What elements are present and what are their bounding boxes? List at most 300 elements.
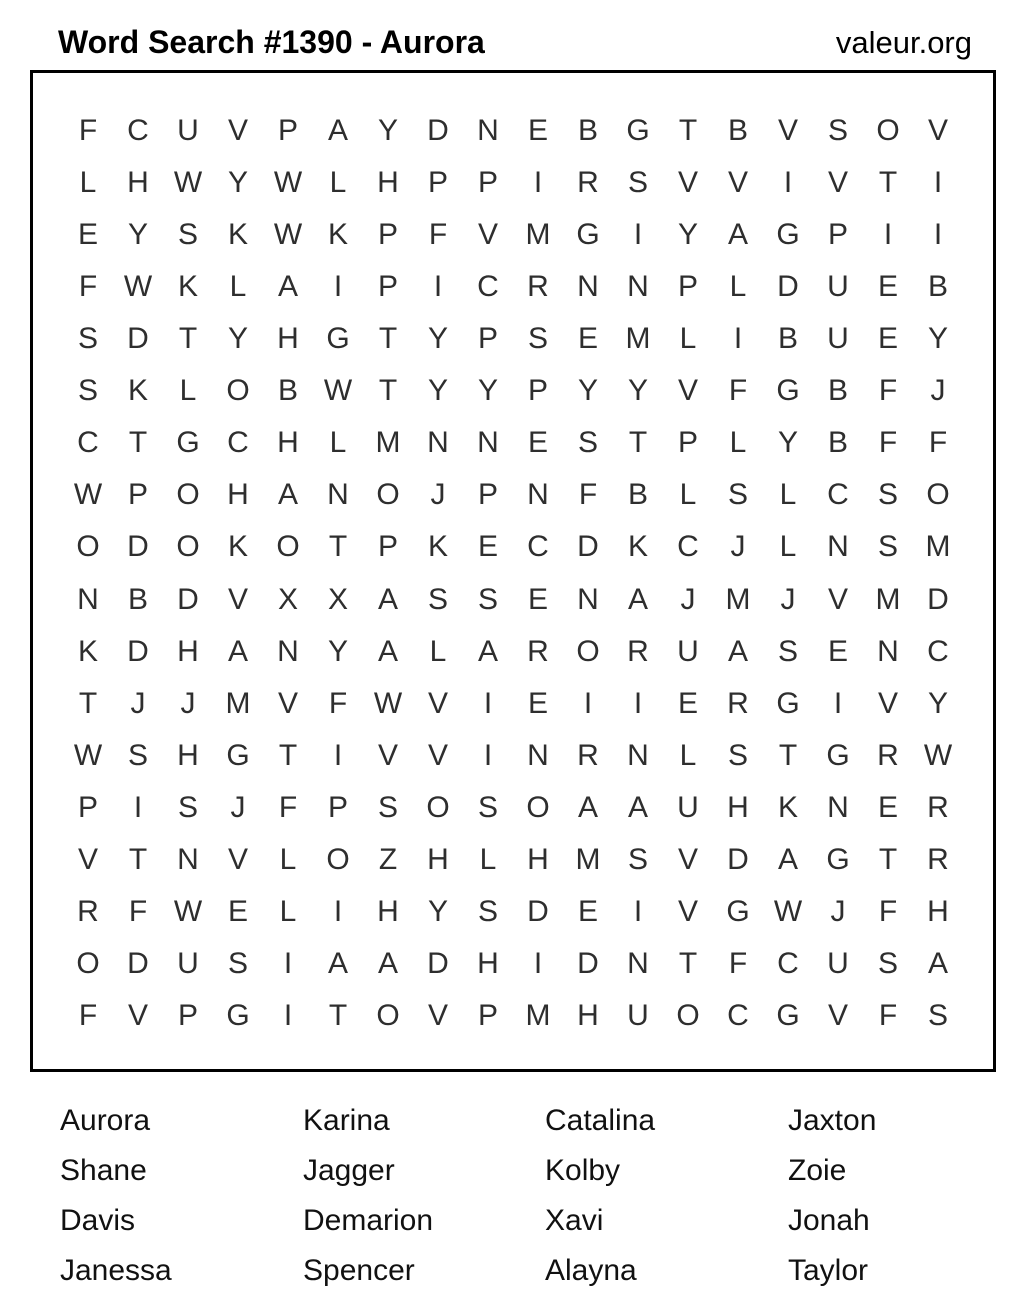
grid-letter: W [73, 738, 103, 772]
grid-letter: R [627, 634, 649, 668]
grid-letter: K [777, 790, 799, 824]
grid-letter: O [276, 530, 300, 564]
word-list-item: Jonah [788, 1204, 870, 1237]
word-list-item: Xavi [545, 1204, 604, 1237]
grid-letter: K [177, 270, 199, 304]
grid-letter: J [130, 686, 146, 720]
grid-letter: J [680, 582, 696, 616]
grid-letter: V [77, 842, 99, 876]
word-list-item: Janessa [60, 1254, 172, 1287]
grid-letter: V [277, 686, 299, 720]
word-list [60, 1096, 972, 1296]
grid-letter: W [923, 738, 953, 772]
grid-letter: V [227, 582, 249, 616]
grid-letter: A [777, 842, 799, 876]
grid-letter: H [277, 426, 299, 460]
grid-letter: V [677, 894, 699, 928]
grid-letter: L [429, 634, 447, 668]
grid-letter: V [927, 114, 949, 147]
grid-letter: T [378, 322, 398, 356]
word-list-item: Kolby [545, 1154, 621, 1187]
grid-letter: T [128, 842, 148, 876]
grid-letter: L [779, 478, 797, 512]
grid-letter: A [377, 634, 399, 668]
grid-letter: Y [477, 374, 499, 408]
grid-letter: N [627, 738, 649, 772]
grid-letter: S [927, 999, 949, 1033]
grid-letter: D [927, 582, 949, 616]
grid-letter: I [933, 218, 943, 252]
word-list-column [788, 1096, 972, 1296]
grid-letter: E [577, 322, 599, 356]
grid-letter: Y [577, 374, 599, 408]
page-header [58, 24, 972, 61]
word-list-item: Davis [60, 1204, 136, 1237]
grid-letter: S [777, 634, 799, 668]
grid-letter: S [877, 530, 899, 564]
grid-letter: Y [427, 894, 449, 928]
grid-letter: S [77, 322, 99, 356]
grid-letter: A [627, 582, 649, 616]
grid-letter: B [277, 374, 299, 408]
grid-letter: V [677, 374, 699, 408]
grid-letter: Y [777, 426, 799, 460]
grid-letter: N [627, 946, 649, 980]
grid-letter: G [826, 738, 850, 772]
grid-letter: S [877, 478, 899, 512]
grid-letter: F [878, 999, 898, 1033]
grid-letter: L [679, 322, 697, 356]
grid-letter: Z [378, 842, 398, 876]
grid-letter: T [678, 946, 698, 980]
grid-letter: E [527, 114, 549, 147]
grid-letter: G [776, 218, 800, 252]
grid-letter: U [177, 114, 199, 147]
grid-letter: Y [927, 322, 949, 356]
grid-letter: I [533, 946, 543, 980]
grid-letter: Y [227, 166, 249, 200]
grid-letter: S [127, 738, 149, 772]
grid-letter: P [477, 999, 499, 1033]
grid-letter: J [430, 478, 446, 512]
grid-letter: T [78, 686, 98, 720]
grid-letter: G [226, 999, 250, 1033]
grid-letter: U [677, 634, 699, 668]
grid-letter: I [483, 686, 493, 720]
grid-letter: B [827, 426, 849, 460]
grid-letter: E [877, 790, 899, 824]
grid-letter: G [176, 426, 200, 460]
grid-letter: C [927, 634, 949, 668]
grid-letter: N [477, 426, 499, 460]
grid-letter: B [727, 114, 749, 147]
grid-letter: F [128, 894, 148, 928]
grid-letter: F [78, 114, 98, 147]
grid-letter: I [633, 894, 643, 928]
grid-letter: N [527, 478, 549, 512]
grid-letter: M [875, 582, 901, 616]
grid-letter: S [827, 114, 849, 147]
grid-letter: F [878, 374, 898, 408]
grid-letter: L [729, 270, 747, 304]
grid-letter: T [328, 530, 348, 564]
grid-letter: U [677, 790, 699, 824]
grid-letter: N [327, 478, 349, 512]
grid-letter: P [377, 270, 399, 304]
grid-letter: S [227, 946, 249, 980]
grid-letter: D [127, 634, 149, 668]
grid-letter: F [428, 218, 448, 252]
grid-letter: V [827, 582, 849, 616]
grid-letter: H [577, 999, 599, 1033]
grid-letter: Y [427, 374, 449, 408]
grid-letter: P [477, 166, 499, 200]
grid-letter: K [77, 634, 99, 668]
grid-letter: G [776, 999, 800, 1033]
grid-letter: I [733, 322, 743, 356]
grid-letter: G [626, 114, 650, 147]
grid-letter: D [577, 530, 599, 564]
grid-letter: T [278, 738, 298, 772]
grid-letter: D [177, 582, 199, 616]
grid-letter: O [76, 530, 100, 564]
grid-letter: T [378, 374, 398, 408]
grid-letter: D [427, 114, 449, 147]
grid-letter: S [527, 322, 549, 356]
grid-letter: I [533, 166, 543, 200]
grid-letter: P [327, 790, 349, 824]
grid-letter: N [577, 582, 599, 616]
grid-letter: C [527, 530, 549, 564]
grid-letter: F [578, 478, 598, 512]
grid-letter: D [577, 946, 599, 980]
grid-letter: S [627, 842, 649, 876]
grid-letter: O [526, 790, 550, 824]
grid-letter: E [527, 426, 549, 460]
grid-letter: O [426, 790, 450, 824]
grid-letter: P [677, 426, 699, 460]
grid-letter: B [577, 114, 599, 147]
grid-letter: P [277, 114, 299, 147]
grid-letter: W [273, 218, 303, 252]
grid-letter: V [827, 999, 849, 1033]
grid-letter: L [479, 842, 497, 876]
grid-letter: V [377, 738, 399, 772]
grid-letter: W [123, 270, 153, 304]
grid-letter: F [928, 426, 948, 460]
grid-letter: E [227, 894, 249, 928]
grid-letter: N [277, 634, 299, 668]
grid-letter: B [627, 478, 649, 512]
grid-letter: H [177, 634, 199, 668]
grid-letter: S [177, 218, 199, 252]
grid-letter: H [927, 894, 949, 928]
grid-letter: P [377, 530, 399, 564]
grid-letter: I [833, 686, 843, 720]
grid-letter: P [677, 270, 699, 304]
grid-letter: T [678, 114, 698, 147]
grid-letter: C [677, 530, 699, 564]
grid-letter: L [679, 738, 697, 772]
grid-letter: A [927, 946, 949, 980]
grid-letter: H [527, 842, 549, 876]
grid-letter: X [277, 582, 299, 616]
grid-letter: W [173, 166, 203, 200]
grid-letter: I [583, 686, 593, 720]
word-list-item: Aurora [60, 1104, 151, 1137]
word-list-item: Karina [303, 1104, 390, 1137]
word-list-item: Jagger [303, 1154, 395, 1187]
grid-letter: M [625, 322, 651, 356]
grid-letter: W [373, 686, 403, 720]
grid-letter: Y [927, 686, 949, 720]
grid-letter: O [326, 842, 350, 876]
grid-letter: D [127, 322, 149, 356]
grid-letter: T [128, 426, 148, 460]
grid-letter: V [227, 114, 249, 147]
grid-letter: P [477, 322, 499, 356]
grid-letter: R [877, 738, 899, 772]
grid-letter: G [326, 322, 350, 356]
grid-letter: Y [127, 218, 149, 252]
grid-letter: H [427, 842, 449, 876]
grid-letter: V [727, 166, 749, 200]
grid-letter: K [227, 530, 249, 564]
grid-letter: L [779, 530, 797, 564]
grid-letter: O [876, 114, 900, 147]
grid-letter: F [878, 894, 898, 928]
grid-letter: C [227, 426, 249, 460]
word-list-column [303, 1096, 545, 1296]
grid-letter: M [525, 218, 551, 252]
grid-letter: D [727, 842, 749, 876]
grid-letter: N [827, 790, 849, 824]
grid-letter: N [177, 842, 199, 876]
grid-letter: U [827, 322, 849, 356]
grid-letter: R [527, 634, 549, 668]
grid-letter: U [827, 270, 849, 304]
grid-letter: G [726, 894, 750, 928]
grid-letter: W [773, 894, 803, 928]
grid-letter: A [327, 946, 349, 980]
grid-letter: F [878, 426, 898, 460]
grid-letter: D [127, 530, 149, 564]
grid-letter: Y [427, 322, 449, 356]
grid-letter: N [77, 582, 99, 616]
grid-letter: A [327, 114, 349, 147]
grid-letter: E [77, 218, 99, 252]
grid-letter: U [827, 946, 849, 980]
grid-letter: H [177, 738, 199, 772]
grid-letter: G [776, 374, 800, 408]
grid-letter: V [127, 999, 149, 1033]
grid-letter: W [323, 374, 353, 408]
grid-letter: M [725, 582, 751, 616]
grid-letter: L [279, 842, 297, 876]
grid-letter: M [925, 530, 951, 564]
grid-letter: J [780, 582, 796, 616]
grid-letter: F [278, 790, 298, 824]
grid-letter: Y [627, 374, 649, 408]
grid-letter: J [930, 374, 946, 408]
grid-letter: I [333, 894, 343, 928]
grid-letter: L [679, 478, 697, 512]
grid-letter: P [377, 218, 399, 252]
grid-letter: Y [227, 322, 249, 356]
grid-letter: H [127, 166, 149, 200]
grid-letter: J [180, 686, 196, 720]
grid-letter: X [327, 582, 349, 616]
grid-letter: B [777, 322, 799, 356]
grid-letter: I [333, 738, 343, 772]
grid-letter: S [727, 478, 749, 512]
grid-letter: V [677, 166, 699, 200]
grid-letter: P [827, 218, 849, 252]
grid-letter: N [877, 634, 899, 668]
grid-letter: I [133, 790, 143, 824]
grid-letter: N [527, 738, 549, 772]
grid-letter: V [427, 686, 449, 720]
grid-letter: H [727, 790, 749, 824]
grid-letter: G [226, 738, 250, 772]
grid-letter: I [633, 686, 643, 720]
grid-letter: F [328, 686, 348, 720]
grid-letter: O [226, 374, 250, 408]
grid-letter: I [433, 270, 443, 304]
word-list-item: Zoie [788, 1154, 847, 1187]
grid-letter: D [777, 270, 799, 304]
grid-letter: A [627, 790, 649, 824]
grid-letter: A [377, 946, 399, 980]
grid-letter: A [477, 634, 499, 668]
grid-letter: K [427, 530, 449, 564]
grid-letter: A [277, 478, 299, 512]
grid-letter: R [927, 842, 949, 876]
grid-letter: P [177, 999, 199, 1033]
grid-letter: A [727, 634, 749, 668]
word-list-item: Catalina [545, 1104, 656, 1137]
grid-letter: T [878, 166, 898, 200]
grid-letter: V [477, 218, 499, 252]
grid-letter: E [827, 634, 849, 668]
grid-letter: P [527, 374, 549, 408]
grid-letter: T [628, 426, 648, 460]
grid-letter: S [727, 738, 749, 772]
grid-letter: T [178, 322, 198, 356]
grid-letter: Y [377, 114, 399, 147]
grid-letter: O [376, 478, 400, 512]
grid-letter: L [729, 426, 747, 460]
grid-letter: F [728, 946, 748, 980]
grid-letter: N [827, 530, 849, 564]
grid-letter: H [377, 166, 399, 200]
grid-letter: I [483, 738, 493, 772]
grid-letter: J [230, 790, 246, 824]
grid-letter: G [776, 686, 800, 720]
grid-letter: S [427, 582, 449, 616]
grid-letter: V [777, 114, 799, 147]
word-list-item: Shane [60, 1154, 147, 1187]
grid-letter: T [328, 999, 348, 1033]
grid-letter: R [727, 686, 749, 720]
grid-letter: V [677, 842, 699, 876]
grid-letter: B [927, 270, 949, 304]
puzzle-title: Word Search #1390 - Aurora [58, 24, 485, 60]
grid-letter: P [427, 166, 449, 200]
puzzle-grid [30, 70, 996, 1072]
word-list-column [545, 1096, 788, 1296]
grid-letter: K [627, 530, 649, 564]
grid-letter: V [877, 686, 899, 720]
grid-letter: E [877, 322, 899, 356]
grid-letter: E [477, 530, 499, 564]
grid-letter: Y [327, 634, 349, 668]
grid-letter: R [527, 270, 549, 304]
grid-letter: V [827, 166, 849, 200]
grid-letter: N [427, 426, 449, 460]
grid-letter: W [173, 894, 203, 928]
grid-letter: S [77, 374, 99, 408]
grid-letter: A [727, 218, 749, 252]
grid-letter: M [375, 426, 401, 460]
grid-letter: W [73, 478, 103, 512]
grid-letter: B [827, 374, 849, 408]
word-list-item: Spencer [303, 1254, 415, 1287]
grid-letter: C [77, 426, 99, 460]
grid-letter: S [627, 166, 649, 200]
grid-letter: D [127, 946, 149, 980]
grid-letter: O [576, 634, 600, 668]
grid-letter: I [883, 218, 893, 252]
grid-letter: S [477, 790, 499, 824]
grid-letter: L [79, 166, 97, 200]
grid-letter: L [229, 270, 247, 304]
grid-letter: R [577, 166, 599, 200]
grid-letter: R [927, 790, 949, 824]
grid-letter: O [376, 999, 400, 1033]
grid-letter: O [926, 478, 950, 512]
grid-letter: C [477, 270, 499, 304]
grid-letter: I [783, 166, 793, 200]
grid-letter: W [273, 166, 303, 200]
grid-letter: E [877, 270, 899, 304]
grid-letter: F [728, 374, 748, 408]
grid-letter: J [730, 530, 746, 564]
grid-letter: S [877, 946, 899, 980]
grid-letter: E [527, 686, 549, 720]
grid-letter: S [477, 894, 499, 928]
grid-letter: K [327, 218, 349, 252]
grid-letter: V [427, 999, 449, 1033]
grid-letter: F [78, 270, 98, 304]
grid-letter: P [127, 478, 149, 512]
grid-letter: L [279, 894, 297, 928]
grid-letter: E [677, 686, 699, 720]
grid-letter: E [527, 582, 549, 616]
grid-letter: Y [677, 218, 699, 252]
grid-letter: K [227, 218, 249, 252]
grid-letter: A [577, 790, 599, 824]
grid-letter: S [177, 790, 199, 824]
grid-letter: U [627, 999, 649, 1033]
grid-letter: A [227, 634, 249, 668]
grid-letter: M [225, 686, 251, 720]
word-list-item: Alayna [545, 1254, 637, 1287]
grid-letter: H [477, 946, 499, 980]
grid-letter: S [377, 790, 399, 824]
grid-letter: O [676, 999, 700, 1033]
grid-letter: O [176, 530, 200, 564]
